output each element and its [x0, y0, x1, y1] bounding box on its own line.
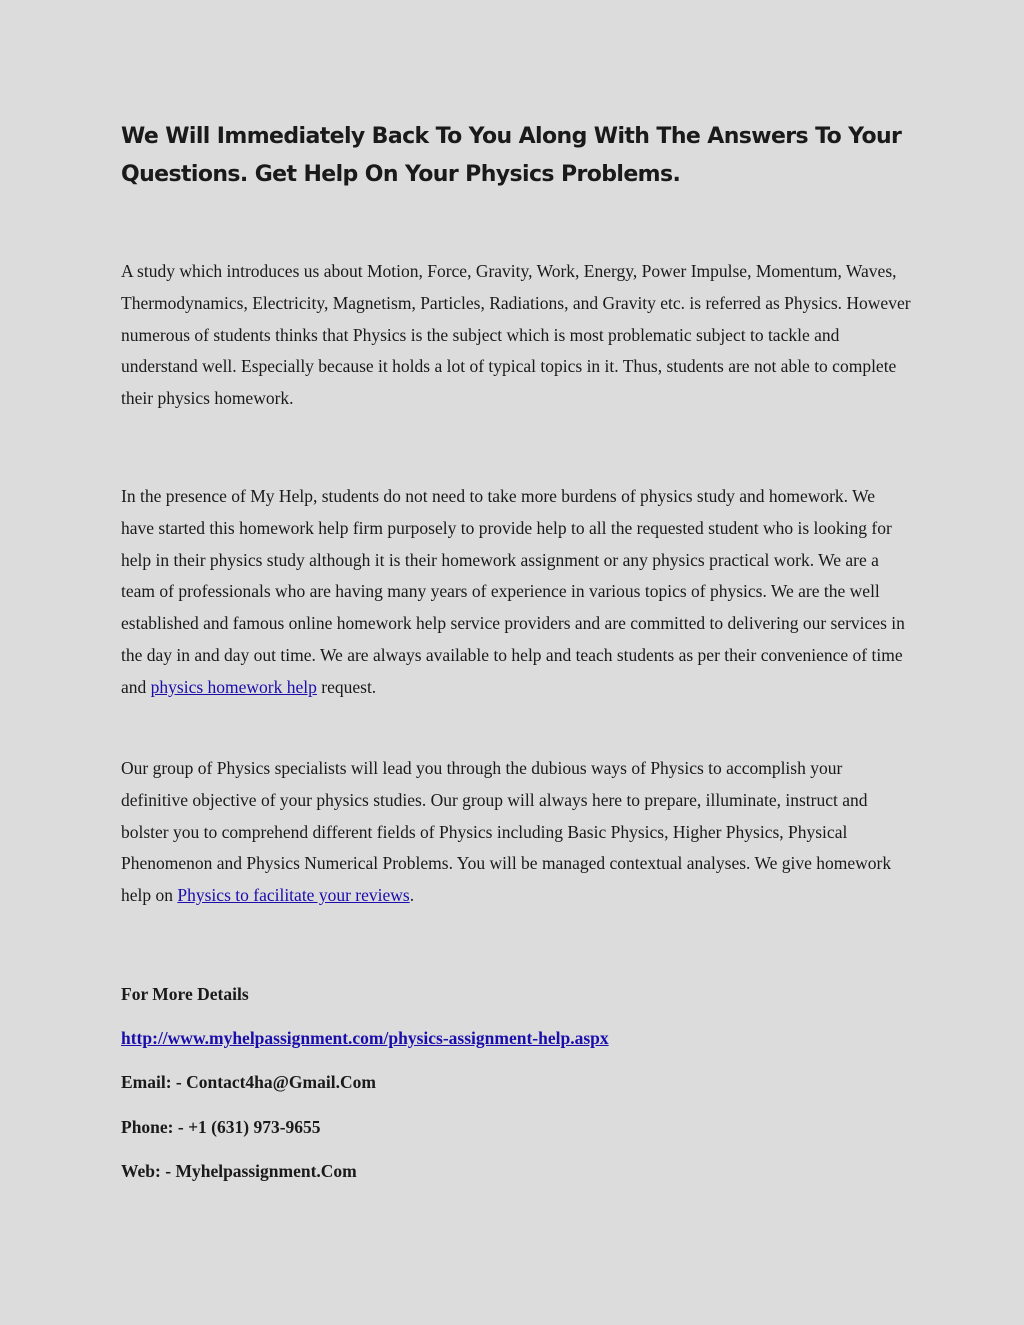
details-title: For More Details: [121, 984, 249, 1004]
paragraph-my-help-text: In the presence of My Help, students do not need to take more burdens of physics study and homework. We have started this homework help firm purposely to provide help to all the requested student who is looking for help in their physics study although it is their homework assignment or any physics practical work. We are a team of professionals who are having many years of experience in various topics of physics. We are the well established and famous online homework help service providers and are committed to delivering our services in the day in and day out time. We are always available to help and teach students as per their convenience of time and: [121, 486, 905, 697]
details-email: Email: - Contact4ha@Gmail.Com: [121, 1072, 376, 1092]
paragraph-my-help-tail: request.: [316, 676, 377, 697]
physics-reviews-link[interactable]: Physics to facilitate your reviews: [177, 885, 410, 906]
paragraph-specialists: [121, 753, 911, 912]
details-web: Web: - Myhelpassignment.Com: [121, 1161, 357, 1181]
details-phone: Phone: - +1 (631) 973-9655: [121, 1117, 321, 1137]
details-url-line: [121, 1027, 609, 1049]
page-heading: We Will Immediately Back To You Along With The Answers To Your Questions. Get Help On Your Physics Problems.: [121, 124, 902, 187]
paragraph-specialists-tail: .: [409, 885, 415, 906]
paragraph-intro: A study which introduces us about Motion, Force, Gravity, Work, Energy, Power Impulse, Momentum, Waves, Thermodynamics, Electricity, Magnetism, Particles, Radiations, and Gravity etc. is referred as Physics. However numerous of students thinks that Physics is the subject which is most problematic subject to tackle and understand well. Especially because it holds a lot of typical topics in it. Thus, students are not able to complete their physics homework.: [121, 261, 911, 409]
details-url-link[interactable]: http://www.myhelpassignment.com/physics-assignment-help.aspx: [121, 1028, 609, 1048]
physics-homework-help-link[interactable]: physics homework help: [150, 676, 317, 697]
paragraph-my-help: [121, 481, 911, 704]
paragraph-specialists-text: Our group of Physics specialists will lead you through the dubious ways of Physics to accomplish your definitive objective of your physics studies. Our group will always here to prepare, illuminate, instruct and bolster you to comprehend different fields of Physics including Basic Physics, Higher Physics, Physical Phenomenon and Physics Numerical Problems. You will be managed contextual analyses. We give homework help on: [121, 758, 892, 906]
